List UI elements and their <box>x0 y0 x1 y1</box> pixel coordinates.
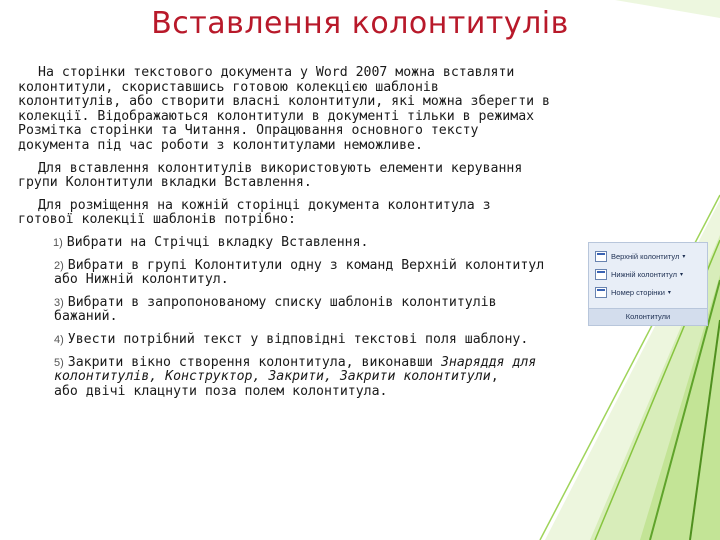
header-button[interactable] <box>595 249 685 263</box>
list-item-number: 3) <box>54 296 64 309</box>
slide-body <box>18 66 608 407</box>
list-item-number: 1) <box>53 236 63 249</box>
footer-button-label: Нижній колонтитул <box>611 269 677 279</box>
list-item <box>18 356 608 400</box>
slide-title: Вставлення колонтитулів <box>151 6 569 41</box>
chevron-down-icon: ▾ <box>667 289 671 296</box>
list-item-text: Вибрати в запропонованому списку шаблонів колонтитулів бажаний. <box>54 294 497 325</box>
list-item-text: Закрити вікно створення колонтитула, виконавши <box>67 354 441 370</box>
list-item-number: 5) <box>54 356 64 369</box>
list-item-text-end: , або двічі клацнути поза полем колонтитула. <box>54 369 499 399</box>
list-item-number: 4) <box>54 333 64 346</box>
intro-paragraph: На сторінки текстового документа у Word 2007 можна вставляти колонтитули, скориставшись готовою колекцією шаблонів колонтитулів, або створити власні колонтитули, які можна зберегти в колекції. Відображаються колонтитули в документі тільки в режимах Розмітка сторінки та Читання. Опрацювання основного тексту документа під час роботи з колонтитулами неможливе. <box>18 65 550 153</box>
list-item <box>18 333 608 348</box>
list-item-text: Увести потрібний текст у відповідні текстові поля шаблону. <box>67 331 529 347</box>
controls-paragraph: Для вставлення колонтитулів використовують елементи керування групи Колонтитули вкладки Вставлення. <box>18 160 523 191</box>
footer-icon <box>595 269 607 280</box>
chevron-down-icon: ▾ <box>682 253 686 260</box>
list-item <box>18 296 608 325</box>
chevron-down-icon: ▾ <box>679 271 683 278</box>
header-icon <box>595 251 607 262</box>
list-item-text: Вибрати на Стрічці вкладку Вставлення. <box>66 234 369 250</box>
steps-intro-paragraph: Для розміщення на кожній сторінці документа колонтитула з готової колекції шаблонів потрібно: <box>18 197 491 228</box>
list-item-italic-text: Знаряддя для колонтитулів, Конструктор, Закрити, Закрити колонтитули <box>54 354 537 385</box>
list-item-text: Вибрати в групі Колонтитули одну з команд Верхній колонтитул або Нижній колонтитул. <box>54 257 545 288</box>
page-number-button-label: Номер сторінки <box>611 287 665 297</box>
ribbon-group-label: Колонтитули <box>589 308 707 325</box>
list-item <box>18 259 608 288</box>
page-number-button[interactable] <box>595 285 671 299</box>
header-button-label: Верхній колонтитул <box>611 251 680 261</box>
list-item-number: 2) <box>54 259 64 272</box>
page-number-icon <box>595 287 607 298</box>
list-item <box>18 236 608 251</box>
footer-button[interactable] <box>595 267 683 281</box>
ribbon-header-footer-group <box>588 242 708 326</box>
